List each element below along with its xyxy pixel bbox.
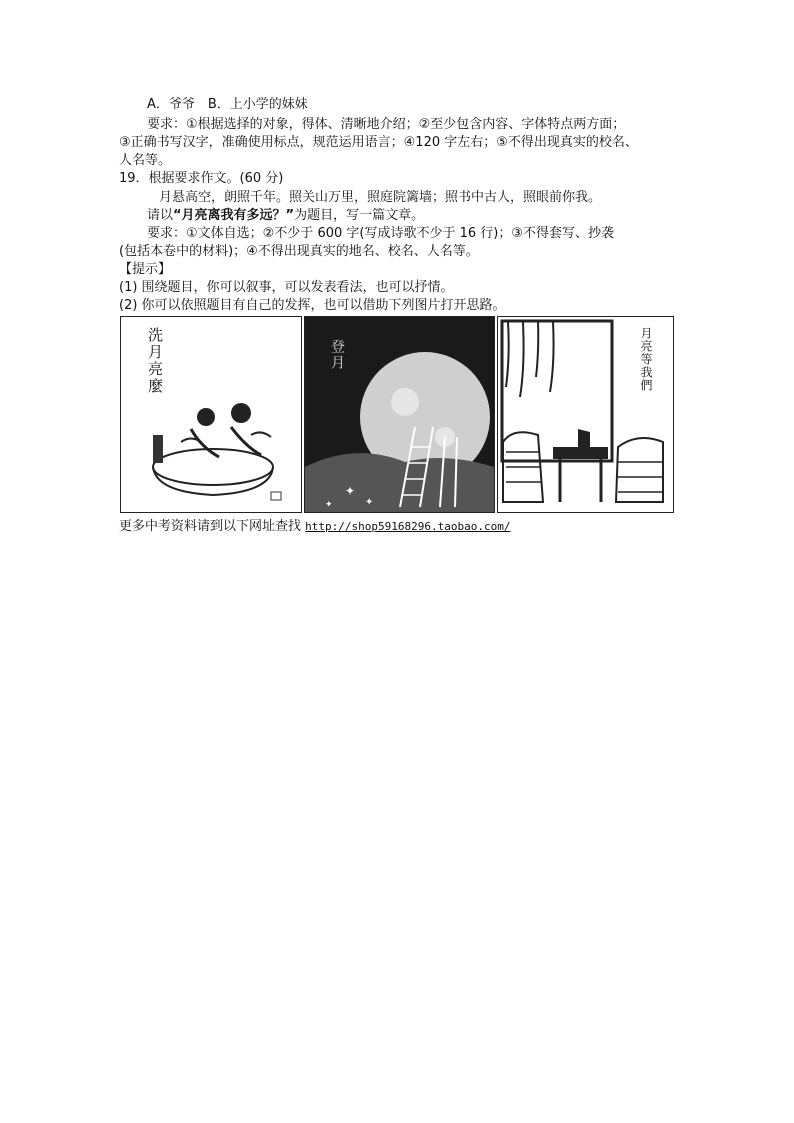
requirement-line-3: 人名等。 — [119, 153, 172, 168]
hint-title: 【提示】 — [119, 262, 172, 277]
svg-text:✦: ✦ — [325, 500, 333, 510]
question-19-header: 19．根据要求作文。(60 分) — [119, 171, 284, 186]
image-caption-1: 洗月亮麼 — [146, 327, 164, 395]
svg-text:✦: ✦ — [365, 497, 374, 508]
svg-text:✦: ✦ — [345, 484, 356, 498]
image-climb-moon — [304, 316, 495, 513]
image-caption-2: 登月 — [329, 339, 345, 371]
prompt-suffix: 为题目，写一篇文章。 — [294, 208, 425, 223]
footer-text: 更多中考资料请到以下网址查找 — [119, 519, 302, 534]
image-moon-waits — [497, 316, 674, 513]
options-line: A．爷爷 B．上小学的妹妹 — [147, 97, 308, 112]
image-caption-3: 月亮等我們 — [639, 327, 653, 392]
poem-line: 月悬高空，朗照千年。照关山万里，照庭院篱墙；照书中古人，照眼前你我。 — [159, 190, 602, 205]
essay-requirement-line-1: 要求：①文体自选；②不少于 600 字(写成诗歌不少于 16 行)；③不得套写、抄袭 — [147, 226, 614, 241]
prompt-prefix: 请以 — [147, 208, 174, 223]
hint-2: (2) 你可以依照题目有自己的发挥，也可以借助下列图片打开思路。 — [119, 298, 506, 313]
footer — [119, 518, 510, 536]
essay-requirement-line-2: (包括本卷中的材料)；④不得出现真实的地名、校名、人名等。 — [119, 244, 479, 259]
footer-link[interactable]: http://shop59168296.taobao.com/ — [305, 520, 511, 533]
requirement-line-2: ③正确书写汉字，准确使用标点，规范运用语言；④120 字左右；⑤不得出现真实的校名、 — [119, 135, 638, 150]
image-wash-moon — [120, 316, 302, 513]
requirement-line-1: 要求：①根据选择的对象，得体、清晰地介绍；②至少包含内容、字体特点两方面； — [147, 117, 626, 132]
essay-prompt — [147, 207, 424, 225]
hint-1: (1) 围绕题目，你可以叙事，可以发表看法，也可以抒情。 — [119, 280, 454, 295]
essay-title: “月亮离我有多远？” — [173, 208, 295, 223]
